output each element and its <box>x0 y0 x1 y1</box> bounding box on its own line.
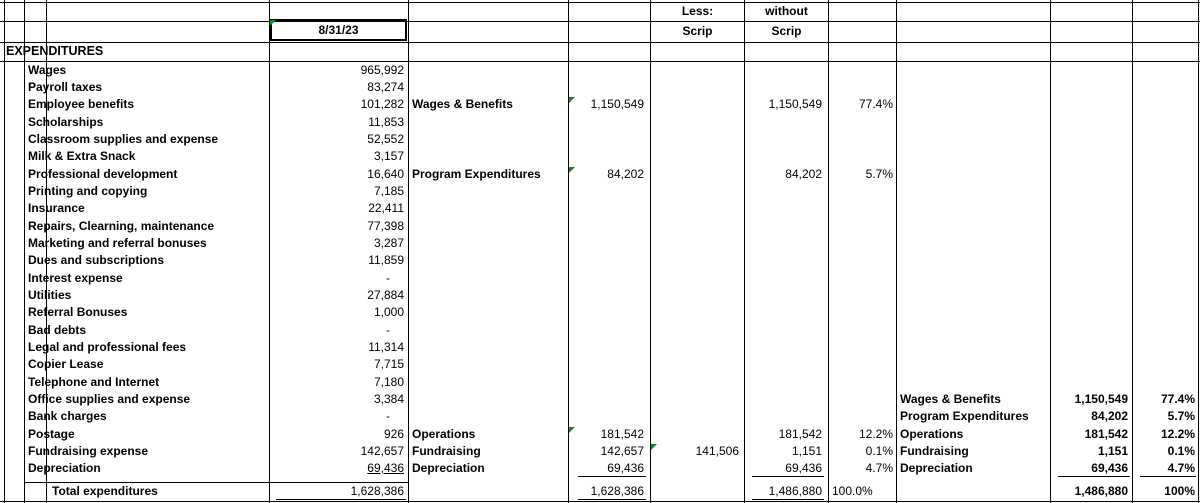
group-program-without: 84,202 <box>785 167 822 181</box>
row-amount: 11,853 <box>368 115 404 129</box>
group-wages-without: 1,150,549 <box>768 97 822 111</box>
summary-label: Depreciation <box>900 461 973 475</box>
row-label: Repairs, Clearning, maintenance <box>28 219 215 233</box>
row-amount: 16,640 <box>367 167 404 181</box>
row-label: Employee benefits <box>28 97 135 111</box>
date-header: 8/31/23 <box>270 19 407 41</box>
without-header-2: Scrip <box>771 24 802 38</box>
row-label: Payroll taxes <box>28 80 103 94</box>
row-label: Legal and professional fees <box>28 340 187 354</box>
row-amount: - <box>386 271 390 285</box>
row-label: Marketing and referral bonuses <box>28 236 207 250</box>
row-label: Dues and subscriptions <box>28 253 165 267</box>
row-label: Interest expense <box>28 271 123 285</box>
row-label: Printing and copying <box>28 184 148 198</box>
row-amount: 11,859 <box>368 253 404 267</box>
row-label: Scholarships <box>28 115 104 129</box>
row-label: Insurance <box>28 201 85 215</box>
row-amount: 926 <box>383 427 404 441</box>
group-operations-label: Operations <box>412 427 476 441</box>
total-label: Total expenditures <box>52 484 158 498</box>
summary-label: Wages & Benefits <box>900 392 1001 406</box>
group-program-label: Program Expenditures <box>412 167 541 181</box>
row-amount: 7,185 <box>373 184 404 198</box>
group-wages-pct: 77.4% <box>858 97 893 111</box>
group-depreciation-amount: 69,436 <box>607 461 644 475</box>
summary-label: Program Expenditures <box>900 409 1029 423</box>
summary-amount: 181,542 <box>1084 427 1128 441</box>
row-label: Bank charges <box>28 409 107 423</box>
group-depreciation-without: 69,436 <box>785 461 822 475</box>
summary-pct: 4.7% <box>1167 461 1195 475</box>
summary-amount: 1,151 <box>1097 444 1128 458</box>
row-amount: 11,314 <box>368 340 404 354</box>
row-amount: 101,282 <box>360 97 404 111</box>
group-depreciation-label: Depreciation <box>412 461 485 475</box>
group-program-pct: 5.7% <box>865 167 893 181</box>
group-program-amount: 84,202 <box>607 167 644 181</box>
row-label: Classroom supplies and expense <box>28 132 219 146</box>
summary-pct: 0.1% <box>1167 444 1195 458</box>
group-operations-pct: 12.2% <box>858 427 893 441</box>
row-label: Fundraising expense <box>28 444 149 458</box>
row-amount: 52,552 <box>367 132 404 146</box>
row-label: Postage <box>28 427 75 441</box>
summary-label: Operations <box>900 427 964 441</box>
summary-pct: 77.4% <box>1160 392 1195 406</box>
row-amount: 3,384 <box>373 392 404 406</box>
summary-amount: 1,150,549 <box>1074 392 1128 406</box>
row-label: Milk & Extra Snack <box>28 149 136 163</box>
group-depreciation-pct: 4.7% <box>865 461 893 475</box>
row-label: Telephone and Internet <box>28 375 160 389</box>
less-header-2: Scrip <box>682 24 713 38</box>
row-amount: 3,157 <box>373 149 404 163</box>
summary-total-pct: 100% <box>1164 484 1195 498</box>
group-total-amount: 1,628,386 <box>590 484 644 498</box>
row-label: Referral Bonuses <box>28 305 128 319</box>
total-amount: 1,628,386 <box>350 484 404 498</box>
row-amount: 27,884 <box>367 288 404 302</box>
group-fundraising-amount: 142,657 <box>600 444 644 458</box>
row-amount: 22,411 <box>368 201 404 215</box>
row-label: Wages <box>28 63 67 77</box>
row-amount: 1,000 <box>373 305 404 319</box>
row-label: Office supplies and expense <box>28 392 191 406</box>
row-amount: 7,180 <box>373 375 404 389</box>
row-label: Bad debts <box>28 323 87 337</box>
summary-pct: 5.7% <box>1167 409 1195 423</box>
row-amount: 69,436 <box>367 461 404 475</box>
without-header-1: without <box>765 4 808 18</box>
summary-label: Fundraising <box>900 444 969 458</box>
group-operations-amount: 181,542 <box>600 427 644 441</box>
group-fundraising-less: 141,506 <box>695 444 739 458</box>
group-wages-label: Wages & Benefits <box>412 97 513 111</box>
row-amount: 142,657 <box>360 444 404 458</box>
row-amount: 3,287 <box>373 236 404 250</box>
row-label: Professional development <box>28 167 178 181</box>
summary-amount: 69,436 <box>1091 461 1128 475</box>
group-fundraising-without: 1,151 <box>791 444 822 458</box>
summary-total-amount: 1,486,880 <box>1074 484 1128 498</box>
group-fundraising-pct: 0.1% <box>865 444 893 458</box>
row-label: Copier Lease <box>28 357 104 371</box>
row-amount: 83,274 <box>367 80 404 94</box>
row-label: Depreciation <box>28 461 101 475</box>
group-wages-amount: 1,150,549 <box>590 97 644 111</box>
summary-pct: 12.2% <box>1160 427 1195 441</box>
row-amount: - <box>386 409 390 423</box>
less-header-1: Less: <box>681 4 714 18</box>
summary-amount: 84,202 <box>1091 409 1128 423</box>
row-label: Utilities <box>28 288 72 302</box>
row-amount: - <box>386 323 390 337</box>
row-amount: 77,398 <box>367 219 404 233</box>
section-title: EXPENDITURES <box>6 44 104 58</box>
pct-total: 100.0% <box>832 484 873 498</box>
group-operations-without: 181,542 <box>778 427 822 441</box>
row-amount: 965,992 <box>360 63 404 77</box>
without-total-amount: 1,486,880 <box>768 484 822 498</box>
group-fundraising-label: Fundraising <box>412 444 481 458</box>
row-amount: 7,715 <box>373 357 404 371</box>
